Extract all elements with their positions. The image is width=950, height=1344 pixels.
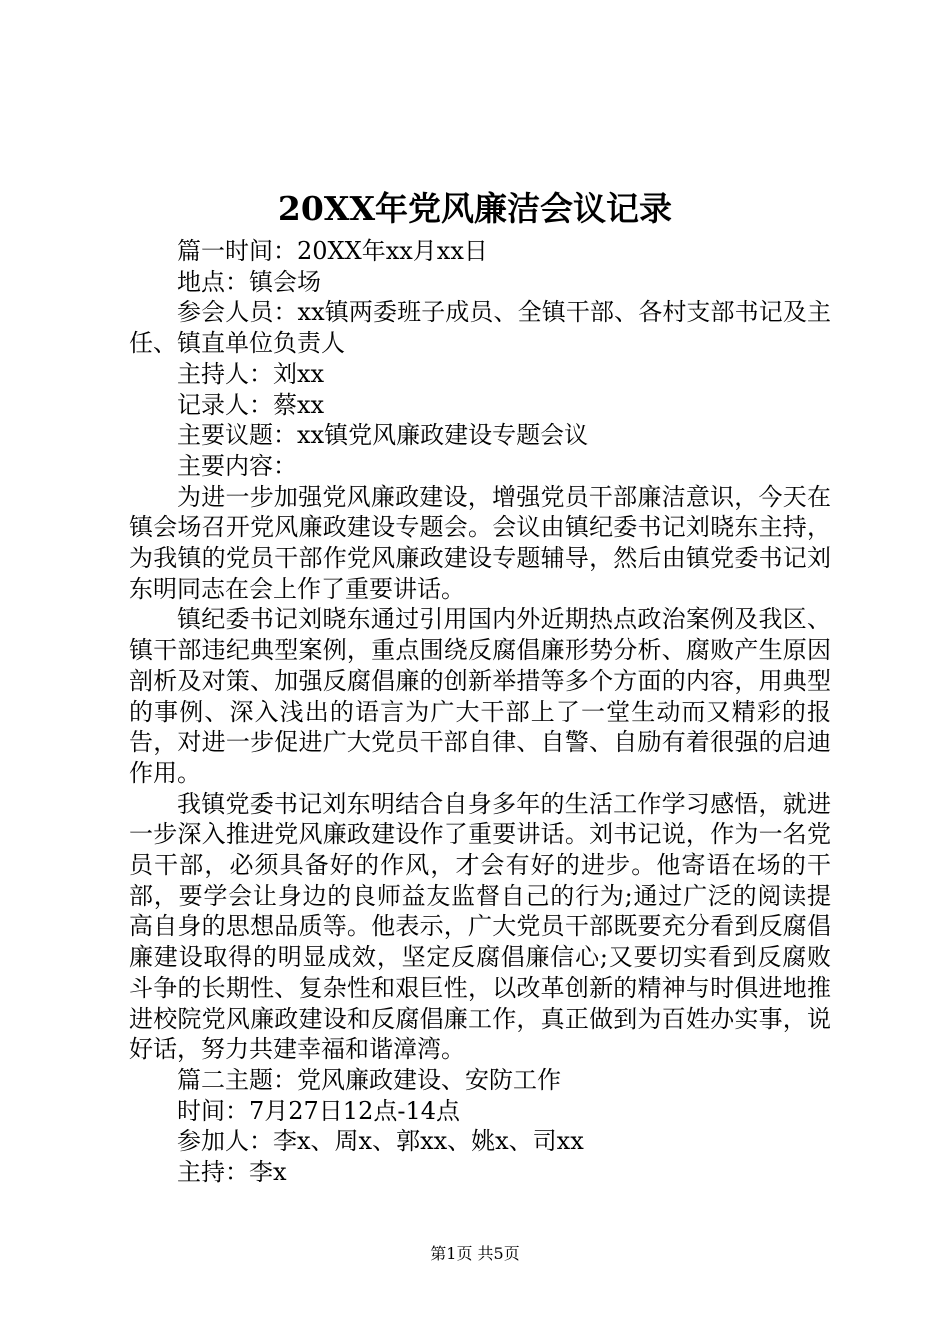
paragraph: 镇纪委书记刘晓东通过引用国内外近期热点政治案例及我区、镇干部违纪典型案例，重点围绕反腐倡廉形势分析、腐败产生原因剖析及对策、加强反腐倡廉的创新举措等多个方面的内容，用典型的事例、深入浅出的语言为广大干部上了一堂生动而又精彩的报告，对进一步促进广大党员干部自律、自警、自励有着很强的启迪作用。: [129, 605, 831, 787]
paragraph: 时间：7月27日12点-14点: [177, 1096, 460, 1125]
paragraph: 篇一时间：20XX年xx月xx日: [177, 237, 488, 265]
document-body: [129, 236, 831, 1188]
paragraph: 主持：李x: [177, 1158, 287, 1187]
paragraph: 参加人：李x、周x、郭xx、姚x、司xx: [177, 1127, 584, 1156]
paragraph: 地点：镇会场: [177, 267, 321, 296]
page-footer: 第1页 共5页: [430, 1244, 520, 1263]
paragraph: 为进一步加强党风廉政建设，增强党员干部廉洁意识，今天在镇会场召开党风廉政建设专题会。会议由镇纪委书记刘晓东主持，为我镇的党员干部作党风廉政建设专题辅导，然后由镇党委书记刘东明同志在会上作了重要讲话。: [129, 482, 831, 603]
paragraph: 参会人员：xx镇两委班子成员、全镇干部、各村支部书记及主任、镇直单位负责人: [129, 298, 831, 358]
paragraph: 主持人：刘xx: [177, 359, 325, 388]
paragraph: 我镇党委书记刘东明结合自身多年的生活工作学习感悟，就进一步深入推进党风廉政建设作了重要讲话。刘书记说，作为一名党员干部，必须具备好的作风，才会有好的进步。他寄语在场的干部，要学会让身边的良师益友监督自己的行为;通过广泛的阅读提高自身的思想品质等。他表示，广大党员干部既要充分看到反腐倡廉建设取得的明显成效，坚定反腐倡廉信心;又要切实看到反腐败斗争的长期性、复杂性和艰巨性，以改革创新的精神与时俱进地推进校院党风廉政建设和反腐倡廉工作，真正做到为百姓办实事，说好话，努力共建幸福和谐漳湾。: [129, 789, 831, 1064]
paragraph: 记录人：蔡xx: [177, 390, 325, 419]
document-title: 20XX年党风廉洁会议记录: [277, 189, 673, 228]
paragraph: 篇二主题：党风廉政建设、安防工作: [177, 1065, 561, 1094]
paragraph: 主要议题：xx镇党风廉政建设专题会议: [177, 421, 589, 450]
paragraph: 主要内容：: [177, 451, 297, 480]
